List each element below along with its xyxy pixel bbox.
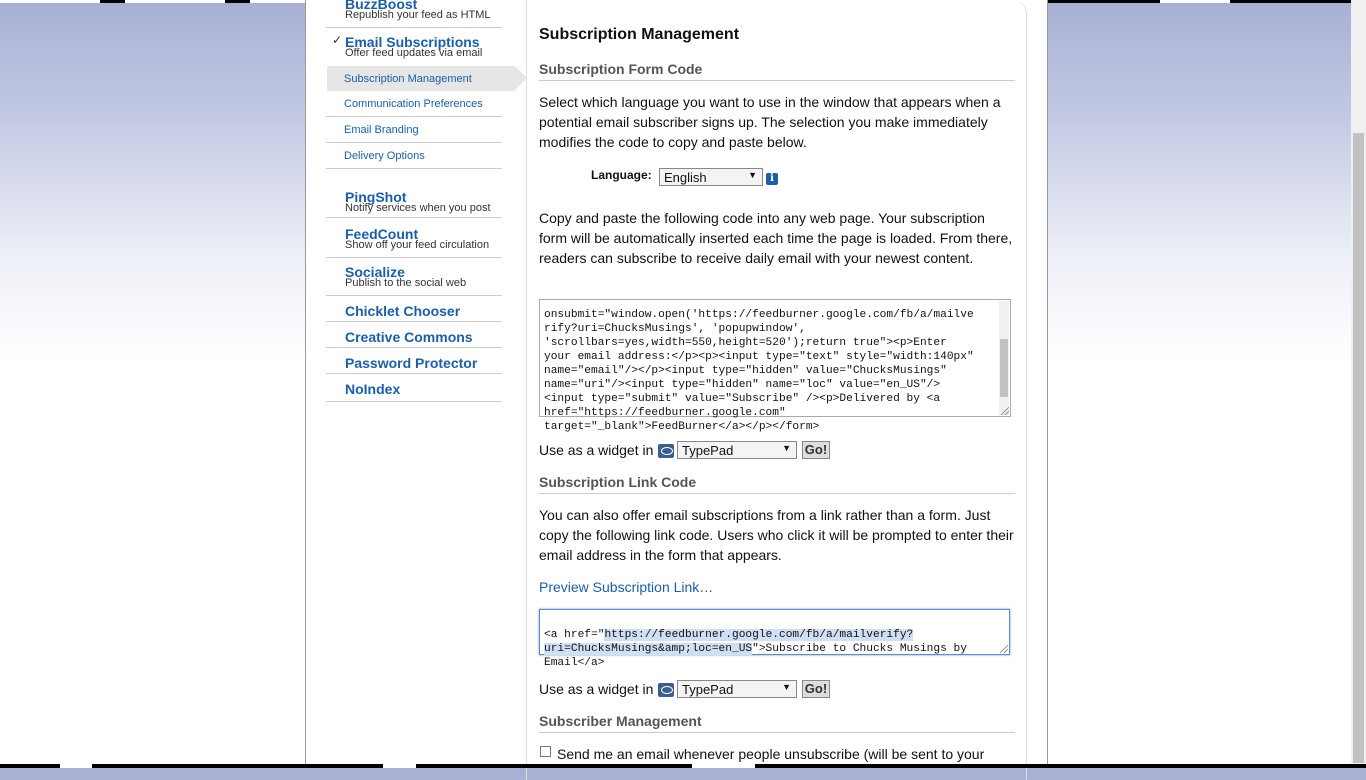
widget-select-value: TypePad (682, 443, 734, 458)
sidebar-item-creative-commons[interactable] (326, 322, 502, 348)
code-text-selected: https://feedburner.google.com/fb/a/mailverify? (604, 629, 914, 641)
widget-label: Use as a widget in (539, 442, 654, 458)
sidebar-subitem-communication[interactable] (326, 91, 502, 117)
textarea-scrollbar[interactable] (999, 301, 1009, 415)
sidebar-item-buzzboost[interactable] (326, 0, 502, 28)
sidebar-item-email-subscriptions[interactable] (326, 28, 502, 65)
sidebar-item-title[interactable]: Creative Commons (345, 329, 473, 345)
code-line: your email address:</p><p><input type="text" style="width:140px" (544, 351, 974, 363)
widget-select-value: TypePad (682, 682, 734, 697)
widget-label: Use as a widget in (539, 681, 654, 697)
link-code-textarea[interactable] (539, 609, 1010, 669)
resize-handle-icon[interactable] (1000, 645, 1008, 653)
go-button-link[interactable]: Go! (802, 680, 830, 698)
sidebar-item-desc: Show off your feed circulation (345, 239, 490, 251)
code-line: onsubmit="window.open('https://feedburner.google.com/fb/a/mailve (544, 309, 974, 321)
sidebar-item-password-protector[interactable] (326, 348, 502, 374)
window-scrollbar[interactable] (1351, 0, 1366, 768)
chevron-down-icon: ▼ (748, 170, 757, 180)
code-text: <a href=" (544, 629, 605, 641)
typepad-icon (658, 444, 674, 458)
sidebar-item-title[interactable]: FeedCount (345, 226, 419, 242)
code-line: name="uri"/><input type="hidden" name="loc" value="en_US"/> (544, 379, 941, 391)
code-line: rify?uri=ChucksMusings', 'popupwindow', (544, 323, 806, 335)
language-label: Language: (591, 168, 652, 182)
sidebar-item-noindex[interactable] (326, 374, 502, 402)
sidebar-item-desc: Offer feed updates via email (345, 47, 483, 59)
form-intro-text: Select which language you want to use in the window that appears when a potential email subscriber signs up. The selection you make immediately modifies the code to copy and paste below. (539, 94, 1001, 150)
code-line: Email</a> (544, 657, 605, 669)
preview-subscription-link[interactable]: Preview Subscription Link… (539, 579, 714, 595)
page-container (305, 0, 1048, 768)
sidebar-item-title[interactable]: BuzzBoost (345, 0, 418, 12)
sidebar-item-chicklet[interactable] (326, 296, 502, 322)
chevron-down-icon: ▼ (782, 682, 791, 692)
sidebar-subitem-label[interactable]: Delivery Options (344, 150, 425, 162)
sidebar-item-desc: Publish to the social web (345, 277, 467, 289)
section-heading-form: Subscription Form Code (539, 61, 1015, 81)
copy-intro-text: Copy and paste the following code into any web page. Your subscription form will be automatically inserted each time the page is loaded. From there, readers can subscribe to receive daily email with your newest content. (539, 210, 1013, 266)
info-icon[interactable]: i (766, 173, 778, 185)
section-heading-link: Subscription Link Code (539, 474, 1015, 494)
code-line: name="email"/></p><input type="hidden" value="ChucksMusings" (544, 365, 947, 377)
sidebar-subitem-label[interactable]: Email Branding (344, 124, 419, 136)
form-code-textarea[interactable] (539, 299, 1011, 433)
sidebar-subitem-management[interactable] (326, 65, 502, 91)
code-line: 'scrollbars=yes,width=550,height=520');return true"><p>Enter (544, 337, 947, 349)
sidebar-subitem-branding[interactable] (326, 117, 502, 143)
sidebar-subitem-delivery[interactable] (326, 143, 502, 169)
sidebar-item-desc: Notify services when you post (345, 202, 491, 214)
page-title: Subscription Management (539, 26, 740, 43)
sidebar-subitem-label[interactable]: Subscription Management (344, 73, 472, 85)
code-text: ">Subscribe to Chucks Musings by (752, 643, 967, 655)
widget-select-link[interactable] (677, 680, 797, 698)
unsubscribe-notify-checkbox[interactable] (540, 746, 551, 757)
widget-select-form[interactable] (677, 441, 797, 459)
go-button-form[interactable]: Go! (802, 441, 830, 459)
code-line: target="_blank">FeedBurner</a></p></form> (544, 421, 820, 433)
chevron-down-icon: ▼ (782, 443, 791, 453)
code-line: <input type="submit" value="Subscribe" /><p>Delivered by <a (544, 393, 941, 405)
code-line (544, 628, 1005, 642)
unsubscribe-notify-label: Send me an email whenever people unsubscribe (will be sent to your (557, 746, 985, 762)
resize-handle-icon[interactable] (1001, 407, 1009, 415)
sidebar-item-title[interactable]: Password Protector (345, 355, 478, 371)
section-heading-subscriber: Subscriber Management (539, 713, 1015, 733)
code-text-selected: uri=ChucksMusings&amp;loc=en_US (544, 643, 753, 655)
bottom-border (0, 764, 1366, 768)
sidebar-subitem-label[interactable]: Communication Preferences (344, 98, 483, 110)
sidebar-item-title[interactable]: Socialize (345, 264, 405, 280)
window-scrollbar-thumb[interactable] (1353, 133, 1364, 763)
sidebar-item-title[interactable]: Email Subscriptions (345, 34, 480, 50)
check-icon: ✓ (332, 33, 343, 47)
sidebar-item-desc: Republish your feed as HTML (345, 9, 491, 21)
sidebar-item-feedcount[interactable] (326, 218, 502, 258)
sidebar-item-title[interactable]: PingShot (345, 189, 407, 205)
language-select[interactable] (659, 168, 763, 186)
code-line (544, 642, 1005, 656)
code-line: href="https://feedburner.google.com" (544, 407, 786, 419)
sidebar-item-pingshot[interactable] (326, 182, 502, 218)
typepad-icon (658, 683, 674, 697)
sidebar-item-title[interactable]: NoIndex (345, 381, 401, 397)
link-intro-text: You can also offer email subscriptions from a link rather than a form. Just copy the following link code. Users who click it will be prompted to enter their email address in the form that appears. (539, 507, 1014, 563)
language-select-value: English (664, 170, 707, 185)
sidebar-item-socialize[interactable] (326, 258, 502, 296)
sidebar-item-title[interactable]: Chicklet Chooser (345, 303, 461, 319)
